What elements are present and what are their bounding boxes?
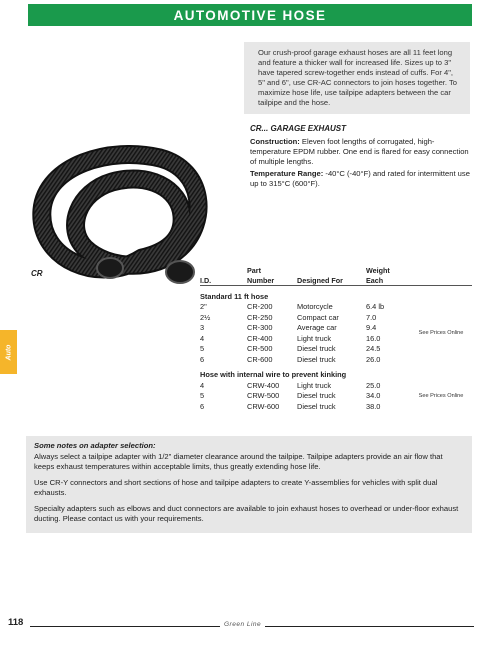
cell-weight: 6.4 lb [366,302,385,312]
product-description [250,137,472,191]
table-row [200,312,472,323]
construction-text: Eleven foot lengths of corrugated, high-temperature EPDM rubber. One end is flared for easy connection of multiple lengths. [250,137,469,166]
notes-paragraph: Always select a tailpipe adapter with 1/2" diameter clearance around the tailpipe. Tailpipe adapters provide an air flow that keeps exhaust temperatures within acceptable limits, thus greatly extending hose life. [34,452,443,471]
hose-coil-shape [42,154,198,269]
header-weight-top: Weight [366,266,390,275]
cell-id: 2" [200,302,207,312]
cell-part: CR-500 [247,344,273,354]
header-part-top: Part [247,266,261,275]
spec-table [200,266,472,412]
see-prices-note: See Prices Online [418,330,464,336]
side-tab-auto[interactable] [0,330,17,374]
footer-brand: Green Line [220,621,265,628]
cell-id: 2½ [200,312,211,322]
group-title-row [200,291,472,302]
cell-id: 4 [200,380,205,390]
cell-designed: Light truck [297,333,332,343]
header-banner [28,4,472,26]
cell-weight: 26.0 [366,354,381,364]
table-row [200,380,472,391]
header-designed: Designed For [297,275,366,286]
cell-designed: Motorcycle [297,302,333,312]
hose-end-left [97,258,123,278]
cell-part: CRW-500 [247,391,280,401]
table-row [200,344,472,355]
cell-weight: 25.0 [366,380,381,390]
hose-image [30,140,210,290]
cell-id: 6 [200,354,205,364]
notes-title: Some notes on adapter selection: [34,441,156,450]
cell-id: 6 [200,401,205,411]
cell-weight: 38.0 [366,401,381,411]
product-title: CR... GARAGE EXHAUST [250,124,347,133]
group-title: Hose with internal wire to prevent kinking [200,370,347,380]
construction-paragraph [250,137,472,167]
cell-part: CRW-600 [247,401,280,411]
group-title: Standard 11 ft hose [200,291,269,301]
image-label: CR [31,269,43,278]
adapter-notes-panel [26,436,472,533]
temperature-text: -40°C (-40°F) and rated for intermittent use up to 315°C (600°F). [250,169,470,188]
cell-weight: 9.4 [366,323,377,333]
cell-id: 3 [200,323,205,333]
cell-weight: 7.0 [366,312,377,322]
cell-weight: 24.5 [366,344,381,354]
table-row [200,354,472,365]
cell-designed: Diesel truck [297,354,336,364]
cell-designed: Diesel truck [297,401,336,411]
page-number: 118 [8,617,24,628]
cell-weight: 34.0 [366,391,381,401]
intro-text: Our crush-proof garage exhaust hoses are all 11 feet long and feature a thicker wall for increased life. Sizes up to 3" have tapered screw-together ends instead of cuffs. For 4", 5" and 6", use CR-AC connectors to join hoses together. To maximize hose life, use tailpipe adapters between the car tailpipe and the hose. [258,48,458,107]
cell-id: 4 [200,333,205,343]
cell-part: CR-400 [247,333,273,343]
group-title-row [200,370,472,381]
header-id: I.D. [200,275,247,286]
cell-part: CR-600 [247,354,273,364]
header-part: Number [247,275,297,286]
notes-paragraph: Specialty adapters such as elbows and duct connectors are available to join exhaust hoses to overhead or under-floor exhaust ducting. Please contact us with your requirements. [34,504,459,523]
page-title: AUTOMOTIVE HOSE [173,7,327,23]
cell-weight: 16.0 [366,333,381,343]
hose-end-right [166,261,194,283]
temperature-label: Temperature Range: [250,169,324,178]
cell-designed: Compact car [297,312,339,322]
cell-designed: Light truck [297,380,332,390]
temperature-paragraph [250,169,472,189]
table-header-row [200,275,472,286]
cell-part: CR-300 [247,323,273,333]
table-row [200,323,472,334]
header-weight: Each [366,275,410,286]
cell-designed: Average car [297,323,337,333]
table-row [200,302,472,313]
cell-designed: Diesel truck [297,391,336,401]
cell-part: CR-200 [247,302,273,312]
cell-part: CR-250 [247,312,273,322]
construction-label: Construction: [250,137,300,146]
table-header-row-top [200,266,472,275]
intro-panel [244,42,470,114]
side-tab-label: Auto [4,344,12,360]
cell-id: 5 [200,391,205,401]
cell-designed: Diesel truck [297,344,336,354]
cell-id: 5 [200,344,205,354]
see-prices-note: See Prices Online [418,392,464,399]
notes-paragraph: Use CR-Y connectors and short sections of hose and tailpipe adapters to create Y-assemblies for vehicles with split dual exhausts. [34,478,438,497]
cell-part: CRW-400 [247,380,280,390]
